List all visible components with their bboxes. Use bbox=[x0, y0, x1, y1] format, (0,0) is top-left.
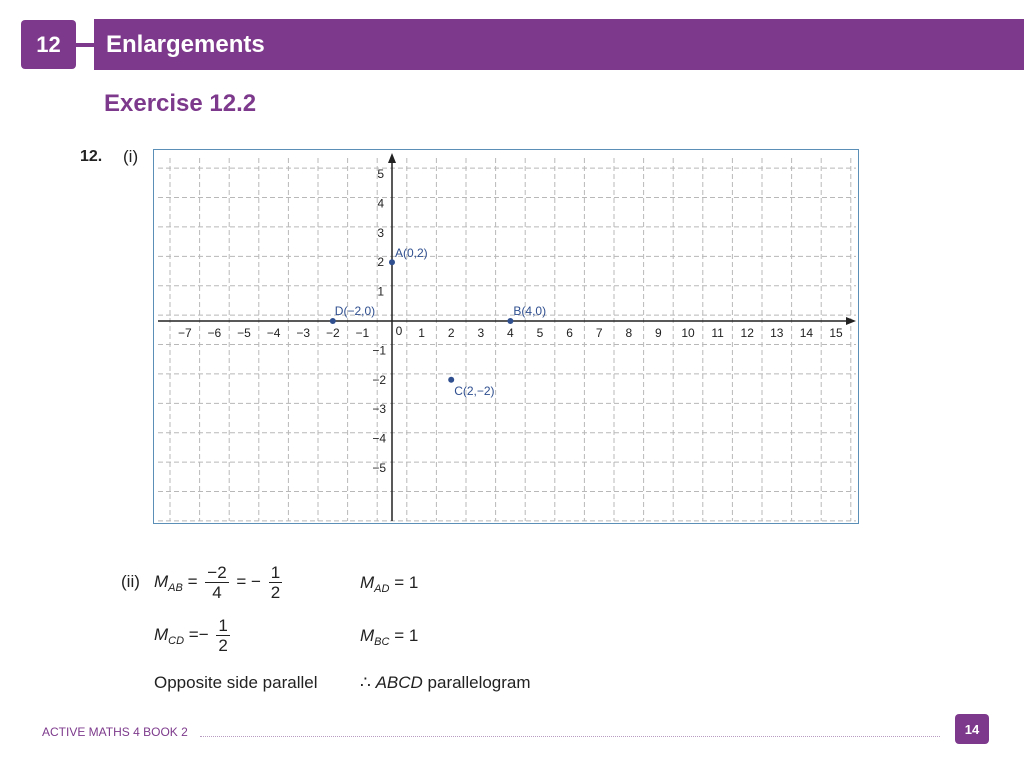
x-tick-label: −3 bbox=[296, 326, 311, 340]
y-axis-arrow bbox=[388, 153, 396, 163]
data-point-label: D(−2,0) bbox=[334, 304, 376, 318]
x-tick-label: 5 bbox=[536, 326, 544, 340]
y-tick-label: 1 bbox=[377, 284, 384, 299]
footer-book-title: ACTIVE MATHS 4 BOOK 2 bbox=[42, 725, 188, 739]
slope-cd-numerator: 1 bbox=[218, 616, 228, 635]
x-tick-label: 7 bbox=[595, 326, 603, 340]
slope-cd-denominator: 2 bbox=[218, 636, 228, 655]
x-tick-label: −4 bbox=[266, 326, 281, 340]
question-number: 12. bbox=[80, 148, 103, 165]
slope-cd-fraction bbox=[216, 616, 229, 655]
slope-ab-denominator: 4 bbox=[212, 583, 222, 602]
x-tick-label: 3 bbox=[477, 326, 485, 340]
slope-ad bbox=[360, 573, 418, 595]
slope-cd bbox=[154, 616, 233, 655]
footer-dotted-line bbox=[200, 736, 940, 737]
slope-cd-equals: =− bbox=[188, 624, 209, 644]
slope-ab-symbol: M bbox=[154, 571, 169, 591]
slope-ab-simplified bbox=[269, 563, 282, 602]
y-tick-label: 5 bbox=[377, 167, 384, 181]
x-tick-label: −2 bbox=[325, 326, 340, 340]
chapter-title-bar bbox=[94, 19, 1024, 70]
slope-ad-symbol: M bbox=[360, 573, 375, 592]
data-point-label: B(4,0) bbox=[513, 304, 547, 318]
x-tick-label: 13 bbox=[770, 326, 784, 340]
coordinate-plane-svg bbox=[154, 150, 860, 525]
parallelogram-text: parallelogram bbox=[427, 673, 531, 692]
therefore-symbol: ∴ bbox=[360, 673, 371, 692]
slope-ab-subscript: AB bbox=[168, 581, 183, 594]
slope-ab: $M_{AB}$ = $\frac{-2}{4}$ = − $\frac{1}{2}$ bbox=[154, 563, 281, 602]
slope-ad-subscript: AD bbox=[374, 583, 390, 595]
chapter-number-badge: 12 bbox=[21, 20, 76, 69]
x-tick-label: 14 bbox=[799, 326, 814, 340]
y-tick-label: 4 bbox=[377, 196, 384, 211]
x-tick-label: 1 bbox=[418, 326, 425, 340]
x-tick-label: 10 bbox=[681, 326, 695, 340]
x-tick-label: 8 bbox=[625, 326, 633, 340]
conclusion-left: Opposite side parallel bbox=[154, 673, 318, 692]
slope-ad-value: = 1 bbox=[394, 573, 419, 592]
x-tick-label: −7 bbox=[177, 326, 192, 340]
x-tick-label: 11 bbox=[711, 326, 724, 340]
x-tick-label: 12 bbox=[740, 326, 754, 340]
chapter-title: Enlargements bbox=[106, 30, 265, 58]
page-number-badge: 14 bbox=[955, 714, 989, 744]
y-tick-label: −5 bbox=[372, 461, 386, 475]
y-tick-label: 2 bbox=[377, 255, 384, 270]
coordinate-graph bbox=[153, 149, 859, 524]
y-tick-label: −2 bbox=[372, 372, 386, 387]
slope-cd-symbol: M bbox=[154, 624, 169, 644]
slope-ab-numerator: −2 bbox=[207, 563, 227, 582]
x-tick-label: 15 bbox=[829, 326, 843, 340]
data-point bbox=[507, 318, 513, 324]
x-tick-label: −5 bbox=[237, 326, 251, 340]
slope-bc bbox=[360, 626, 418, 648]
slope-ab-simplified-numerator: 1 bbox=[270, 563, 281, 582]
y-tick-label: −3 bbox=[372, 402, 386, 417]
slope-cd-subscript: CD bbox=[168, 634, 185, 647]
slope-bc-symbol: M bbox=[360, 626, 375, 645]
y-tick-label: −1 bbox=[372, 343, 386, 358]
y-tick-label: 3 bbox=[377, 225, 384, 240]
slope-ab-simplified-denominator: 2 bbox=[270, 583, 281, 602]
data-point bbox=[330, 318, 336, 324]
origin-label: 0 bbox=[395, 324, 403, 338]
x-tick-label: −6 bbox=[207, 326, 222, 340]
slope-ab-equals: = − bbox=[236, 571, 261, 591]
slope-ab-fraction bbox=[205, 563, 228, 602]
header-connector bbox=[76, 43, 94, 47]
slope-bc-subscript: BC bbox=[374, 636, 390, 648]
slope-bc-value: = 1 bbox=[394, 626, 419, 645]
x-tick-label: −1 bbox=[355, 326, 370, 340]
exercise-title: Exercise 12.2 bbox=[104, 90, 257, 117]
data-point-label: C(2,−2) bbox=[454, 383, 495, 398]
x-tick-label: 2 bbox=[447, 326, 455, 340]
question-part-ii: (ii) bbox=[121, 572, 140, 591]
conclusion-right bbox=[360, 673, 531, 693]
abcd-label: ABCD bbox=[375, 673, 423, 692]
y-tick-label: −4 bbox=[372, 431, 386, 446]
x-tick-label: 4 bbox=[507, 326, 514, 340]
x-tick-label: 6 bbox=[566, 326, 573, 340]
question-part-i: (i) bbox=[123, 147, 139, 166]
data-point-label: A(0,2) bbox=[395, 246, 428, 261]
x-tick-label: 9 bbox=[655, 326, 662, 340]
data-point bbox=[448, 377, 454, 383]
